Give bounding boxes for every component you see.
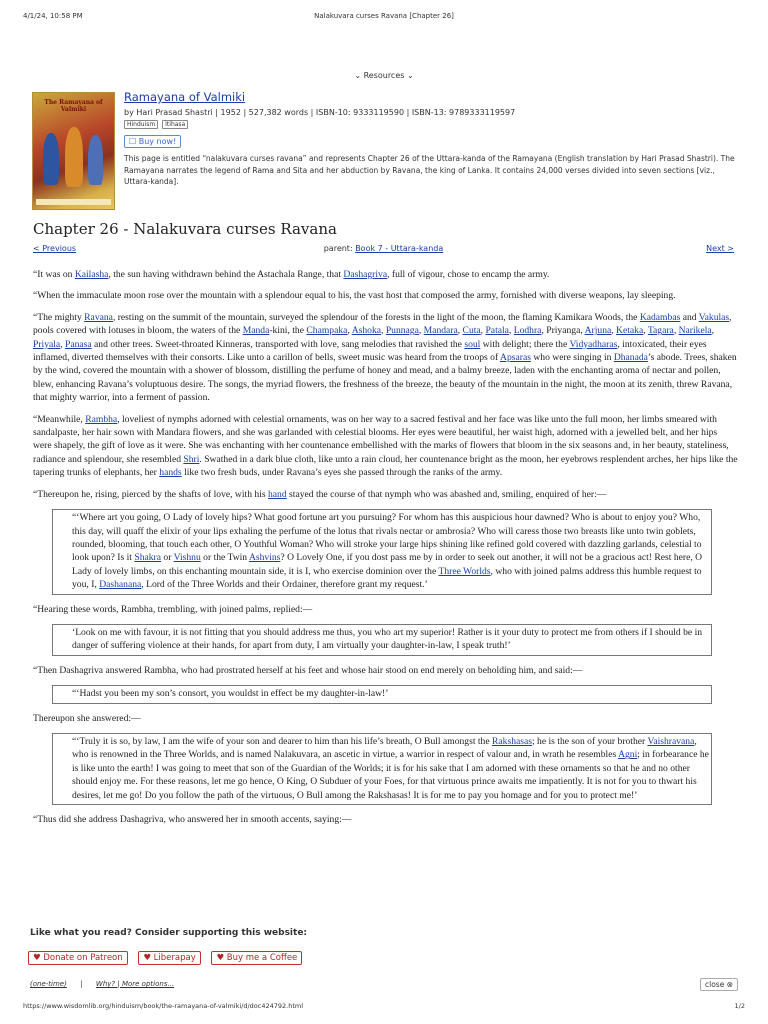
buy-now-label: Buy now! xyxy=(138,137,177,146)
parent-breadcrumb xyxy=(33,244,734,253)
glossary-link[interactable]: Punnaga xyxy=(385,325,419,337)
cart-icon: ☐ xyxy=(129,137,137,146)
glossary-link[interactable]: Vishnu xyxy=(173,552,201,564)
glossary-link[interactable]: Dhanada xyxy=(613,352,648,364)
glossary-link[interactable]: Ketaka xyxy=(616,325,644,337)
paragraph: “Hearing these words, Rambha, trembling, with joined palms, replied:— xyxy=(33,603,313,615)
why-more-options-link[interactable]: Why? | More options... xyxy=(95,980,175,988)
close-button[interactable] xyxy=(700,978,738,991)
support-links xyxy=(30,980,174,988)
close-icon: ⊗ xyxy=(726,980,733,989)
glossary-link[interactable]: Dashagriva xyxy=(343,269,388,280)
glossary-link[interactable]: Cuta xyxy=(462,325,481,337)
book-meta: by Hari Prasad Shastri | 1952 | 527,382 words | ISBN-10: 9333119590 | ISBN-13: 9789333119597 xyxy=(124,108,516,117)
glossary-link[interactable]: Kailasha xyxy=(74,269,109,280)
print-url: https://www.wisdomlib.org/hinduism/book/the-ramayana-of-valmiki/d/doc424792.html xyxy=(23,1002,304,1010)
glossary-link[interactable]: soul xyxy=(464,338,481,350)
blockquote: ‘Look on me with favour, it is not fitting that you should address me thus, you who art my superior! Rather is it your duty to protect me from others if I should be in danger of suffering violence at their hands, for apart from duty, I am virtually your daughter-in-law, I speak truth!’ xyxy=(52,624,712,656)
heart-icon: ♥ xyxy=(33,953,41,963)
parent-prefix: parent: xyxy=(323,244,356,253)
resources-menu[interactable] xyxy=(0,71,768,80)
chevron-down-icon: ⌄ xyxy=(406,71,414,80)
parent-link[interactable]: Book 7 - Uttara-kanda xyxy=(355,244,444,253)
buy-now-button[interactable] xyxy=(124,135,181,148)
liberapay-button[interactable] xyxy=(138,951,200,965)
blockquote: “‘Hadst you been my son’s consort, you wouldst in effect be my daughter-in-law!’ xyxy=(52,685,712,703)
heart-icon: ♥ xyxy=(143,953,151,963)
glossary-link[interactable]: Arjuna xyxy=(584,325,612,337)
book-description: This page is entitled “nalakuvara curses ravana” and represents Chapter 26 of the Uttara-kanda of the Ramayana (English translation by Hari Prasad Shastri). The Ramayana narrates the legend of Rama and Sita and her abduction by Ravana, the king of Lanka. It contains 24,000 verses divided into seven sections [viz., Uttara-kanda]. xyxy=(124,154,735,187)
print-page-number: 1/2 xyxy=(734,1002,745,1010)
glossary-link[interactable]: Ashvins xyxy=(248,552,281,564)
glossary-link[interactable]: Vidyadharas xyxy=(569,338,618,350)
book-info-box xyxy=(32,90,736,210)
book-cover-image[interactable] xyxy=(32,92,115,210)
tag-hinduism[interactable]: Hinduism xyxy=(124,120,158,129)
glossary-link[interactable]: Patala xyxy=(485,325,509,337)
paragraph: “When the immaculate moon rose over the mountain with a splendour equal to his, the vast host that composed the army, fornished with diverse weapons, lay sleeping. xyxy=(33,290,676,302)
patreon-button[interactable] xyxy=(28,951,128,965)
paragraph: “Thereupon he, rising, pierced by the shafts of love, with his hand stayed the course of that nymph who was abashed and, smiling, enquired of her:— xyxy=(33,488,607,500)
cover-title: The Ramayana of Valmiki xyxy=(44,99,103,113)
glossary-link[interactable]: Mandara xyxy=(423,325,458,337)
paragraph: “Then Dashagriva answered Rambha, who had prostrated herself at his feet and whose hair stood on end merely on beholding him, and said:— xyxy=(33,664,583,676)
paragraph: “Meanwhile, Rambha, loveliest of nymphs adorned with celestial ornaments, was on her way to a sacred festival and her face was like unto the full moon, her limbs smeared with sandalpaste, her hair sown with Mandara flowers, and she was garlanded with celestial blooms. Her eyes were beautiful, her waist high, adorned with a jewelled belt, and her hips were shapely, the gift of love as it were. She was enchanting with her countenance embellished with the marks of flowers that bloom in the six seasons and, in her beauty, stateliness, radiance and splendour, she resembled Shri. Swathed in a dark blue cloth, like unto a rain cloud, her countenance bright as the moon, her eyebrows resplendent arches, her hips like the tapering trunks of elephants, her hands like two fresh buds, under Ravana’s eyes she passed through the ranks of the army. xyxy=(33,413,738,479)
paragraph: “It was on Kailasha, the sun having withdrawn behind the Astachala Range, that Dashagriva, full of vigour, chose to encamp the army. xyxy=(33,269,550,280)
glossary-link[interactable]: Shri xyxy=(183,453,200,465)
chapter-content xyxy=(33,268,738,834)
glossary-link[interactable]: Vakulas xyxy=(698,311,730,323)
glossary-link[interactable]: Kadambas xyxy=(639,311,681,323)
close-label: close xyxy=(704,980,725,989)
blockquote: “‘Truly it is so, by law, I am the wife of your son and dearer to him than his life’s breath, O Bull amongst the Rakshasas; he is the son of your brother Vaishravana, who is renowned in the Three Worlds, and is named Nalakuvara, an ascetic in virtue, a warrior in respect of valour and, in wrath he resembles Agni; in forbearance he is like unto the earth! I was going to meet that son of the Guardian of the Worlds; it is for his sake that I am adorned with these ornaments so that he and no other should enjoy me. For these reasons, let me go hence, O King, O Subduer of your Foes, for that virtuous prince awaits me impatiently. It is not for you to thwart his desires, let me go! Do you follow the path of the virtuous, O Bull among the Rakshasas! It is for me to pay you homage and for you to protect me!’ xyxy=(52,733,712,805)
glossary-link[interactable]: Narikela xyxy=(678,325,712,337)
previous-link[interactable]: < Previous xyxy=(33,244,77,253)
blockquote: “‘Where art you going, O Lady of lovely hips? What good fortune art you pursuing? For whom has this auspicious hour dawned? Who is about to enjoy you? Who, this day, will quaff the elixir of your lips exhaling the perfume of the lotus that rivals nectar or ambrosia? Who will caress those two breasts like unto twin goblets, rounded, blooming, that touch each other, O Youthful Woman? Who will stroke your large hips shining like refined gold covered with dazzling garlands, celestial to look upon? Is it Shakra or Vishnu or the Twin Ashvins? O Lovely One, if you dost pass me by in order to seek out another, it will not be a gracious act! Rest here, O Lady of lovely limbs, on this enchanting mountain side, it is I, who exercise dominion over the Three Worlds, who with joined palms address this humble request to you, I, Dashanana, Lord of the Three Worlds and their Ordainer, therefore grant my request.’ xyxy=(52,509,712,594)
chapter-title: Chapter 26 - Nalakuvara curses Ravana xyxy=(33,220,337,238)
chevron-down-icon: ⌄ xyxy=(354,71,362,80)
print-page-title: Nalakuvara curses Ravana [Chapter 26] xyxy=(314,12,454,20)
buy-me-coffee-button[interactable] xyxy=(211,951,302,965)
paragraph: “The mighty Ravana, resting on the summit of the mountain, surveyed the splendour of the forests in the light of the moon, the flaming Kamikara Woods, the Kadambas and Vakulas, pools covered with lotuses in bloom, the waters of the Manda-kini, the Champaka, Ashoka, Punnaga, Mandara, Cuta, Patala, Lodhra, Priyanga, Arjuna, Ketaka, Tagara, Narikela, Priyala, Panasa and other trees. Sweet-throated Kinneras, transported with love, sang melodies that ravished the soul with delight; there the Vidyadharas, intoxicated, their eyes inflamed, diverted themselves with their consorts. Like unto a carillon of bells, sweet music was heard from the troops of Apsaras who were singing in Dhanada’s abode. Trees, shaken by the wind, covered the mountain with a shower of blossom, distilling the perfume of honey and mead, and a balmy breeze, laden with the enchanting aroma of nectar and pollen, blew, enhancing Ravana’s voluptuous desire. The songs, the myriad flowers, the freshness of the breeze, the beauty of the mountain in the night, the moon at its zenith, threw Ravana, that mighty warrior, into a ferment of passion. xyxy=(33,311,737,404)
glossary-link[interactable]: Lodhra xyxy=(513,325,542,337)
paragraph: Thereupon she answered:— xyxy=(33,712,141,724)
separator: | xyxy=(80,980,83,988)
glossary-link[interactable]: Ravana xyxy=(84,311,113,323)
support-buttons xyxy=(28,951,310,965)
liberapay-label: Liberapay xyxy=(153,953,196,963)
glossary-link[interactable]: hands xyxy=(159,467,182,479)
print-datetime: 4/1/24, 10:58 PM xyxy=(23,12,83,20)
glossary-link[interactable]: Vaishravana xyxy=(647,735,695,747)
book-title-link[interactable]: Ramayana of Valmiki xyxy=(124,90,246,104)
glossary-link[interactable]: Shakra xyxy=(134,552,161,564)
glossary-link[interactable]: Priyala xyxy=(33,338,61,350)
glossary-link[interactable]: Rakshasas xyxy=(492,735,532,747)
resources-label: Resources xyxy=(363,71,405,80)
print-footer xyxy=(23,1002,745,1010)
glossary-link[interactable]: Agni xyxy=(618,749,638,761)
glossary-link[interactable]: Apsaras xyxy=(500,352,531,364)
paragraph: “Thus did she address Dashagriva, who answered her in smooth accents, saying:— xyxy=(33,814,352,825)
tag-itihasa[interactable]: Itihasa xyxy=(162,120,188,129)
coffee-label: Buy me a Coffee xyxy=(226,953,298,963)
glossary-link[interactable]: Ashoka xyxy=(351,325,382,337)
support-heading: Like what you read? Consider supporting this website: xyxy=(30,928,308,938)
glossary-link[interactable]: Tagara xyxy=(647,325,674,337)
glossary-link[interactable]: Manda xyxy=(242,325,270,337)
glossary-link[interactable]: Dashanana xyxy=(99,579,142,591)
book-tags xyxy=(124,120,736,129)
glossary-link[interactable]: Rambha xyxy=(85,413,118,425)
patreon-label: Donate on Patreon xyxy=(43,953,123,963)
glossary-link[interactable]: Champaka xyxy=(306,325,348,337)
one-time-link[interactable]: (one-time) xyxy=(30,980,67,988)
heart-icon: ♥ xyxy=(216,953,225,963)
glossary-link[interactable]: hand xyxy=(268,488,287,500)
next-link[interactable]: Next > xyxy=(706,244,734,253)
glossary-link[interactable]: Panasa xyxy=(64,338,92,350)
glossary-link[interactable]: Three Worlds xyxy=(438,565,491,577)
